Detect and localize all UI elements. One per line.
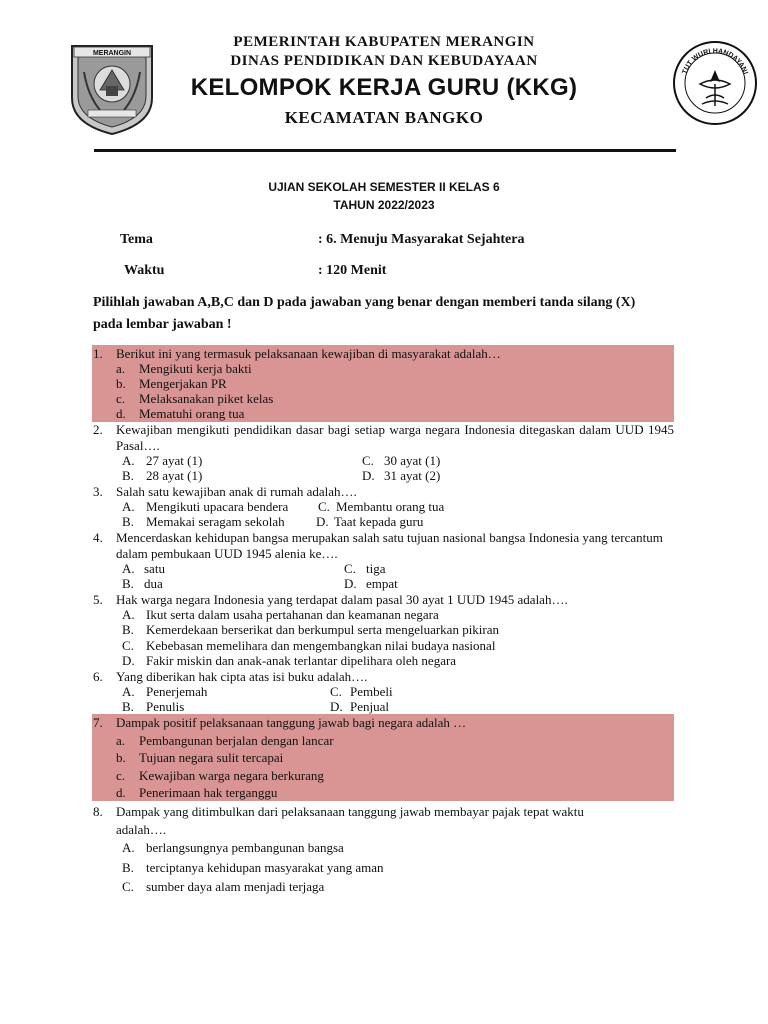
option-letter: B. [122, 514, 134, 529]
meta-waktu [0, 263, 768, 283]
option-letter: D. [122, 653, 135, 668]
option-letter: C. [122, 638, 134, 653]
government-name: PEMERINTAH KABUPATEN MERANGIN [233, 34, 535, 50]
option[interactable] [116, 768, 125, 784]
option-letter: c. [116, 768, 126, 783]
question-text: Kewajiban mengikuti pendidikan dasar bagi setiap warga negara Indonesia ditegaskan dalam UUD 1945 Pasal…. [116, 422, 674, 453]
option-text: Penulis [146, 699, 185, 714]
option-letter: A. [122, 499, 135, 514]
option[interactable] [316, 514, 329, 530]
option[interactable] [122, 468, 134, 484]
option-text: empat [366, 576, 398, 591]
waktu-value: : 120 Menit [318, 263, 387, 278]
option-letter: B. [122, 468, 134, 483]
exam-year: TAHUN 2022/2023 [333, 198, 435, 212]
option-text: 28 ayat (1) [146, 468, 203, 483]
option[interactable] [122, 499, 135, 515]
option-text: Mengerjakan PR [139, 376, 227, 391]
instruction: Pilihlah jawaban A,B,C dan D pada jawaban yang benar dengan memberi tanda silang (X) pada lembar jawaban ! [93, 295, 636, 332]
option-text: Mengikuti kerja bakti [139, 361, 252, 376]
option-letter: c. [116, 391, 126, 406]
option[interactable] [344, 561, 356, 577]
option-letter: C. [362, 453, 374, 468]
tema-value: : 6. Menuju Masyarakat Sejahtera [318, 232, 525, 247]
option[interactable] [116, 785, 126, 801]
tema-label: Tema [120, 232, 153, 247]
option-text: Melaksanakan piket kelas [139, 391, 274, 406]
option-text: Taat kepada guru [334, 514, 424, 529]
option-letter: D. [344, 576, 357, 591]
option-text: tiga [366, 561, 386, 576]
option[interactable] [116, 361, 125, 377]
option-text: Penerimaan hak terganggu [139, 785, 278, 800]
option-letter: a. [116, 361, 126, 376]
option-letter: C. [330, 684, 342, 699]
option-text: 31 ayat (2) [384, 468, 441, 483]
option[interactable] [344, 576, 357, 592]
option[interactable] [116, 376, 126, 392]
option-text: terciptanya kehidupan masyarakat yang aman [146, 860, 384, 875]
option[interactable] [122, 699, 134, 715]
option-text: Membantu orang tua [336, 499, 445, 514]
crest-label: MERANGIN [92, 50, 132, 57]
option-text: Ikut serta dalam usaha pertahanan dan keamanan negara [146, 607, 439, 622]
option-letter: a. [116, 733, 126, 748]
option-text: 27 ayat (1) [146, 453, 203, 468]
option-text: Mengikuti upacara bendera [146, 499, 289, 514]
option-letter: D. [362, 468, 375, 483]
question-number: 4. [93, 530, 103, 545]
option-letter: b. [116, 750, 126, 765]
option[interactable] [362, 453, 374, 469]
option-text: Memakai seragam sekolah [146, 514, 285, 529]
option-text: Penjual [350, 699, 389, 714]
option-text: Pembangunan berjalan dengan lancar [139, 733, 334, 748]
option-text: Tujuan negara sulit tercapai [139, 750, 284, 765]
option-text: satu [144, 561, 165, 576]
option-letter: d. [116, 785, 126, 800]
option-letter: C. [318, 499, 330, 514]
option-letter: B. [122, 860, 134, 875]
option-letter: C. [344, 561, 356, 576]
option-text: berlangsungnya pembangunan bangsa [146, 840, 344, 855]
question-text: Yang diberikan hak cipta atas isi buku adalah…. [116, 669, 368, 684]
question-number: 5. [93, 592, 103, 607]
option-letter: D. [330, 699, 343, 714]
question-number: 6. [93, 669, 103, 684]
option[interactable] [122, 860, 134, 876]
option-text: Penerjemah [146, 684, 208, 699]
letterhead [0, 0, 768, 150]
tut-wuri-handayani-icon [672, 40, 758, 126]
option[interactable] [122, 607, 135, 623]
option-letter: D. [316, 514, 329, 529]
option-letter: A. [122, 453, 135, 468]
option-letter: B. [122, 699, 134, 714]
option-text: 30 ayat (1) [384, 453, 441, 468]
option[interactable] [318, 499, 330, 515]
exam-title: UJIAN SEKOLAH SEMESTER II KELAS 6 [268, 180, 500, 194]
option-letter: A. [122, 840, 135, 855]
question-number: 7. [93, 715, 103, 730]
option-text: sumber daya alam menjadi terjaga [146, 879, 325, 894]
meta-tema [0, 232, 768, 252]
organization-name: KELOMPOK KERJA GURU (KKG) [190, 74, 578, 101]
option-letter: B. [122, 622, 134, 637]
option[interactable] [116, 406, 126, 422]
option[interactable] [330, 699, 343, 715]
option[interactable] [122, 879, 134, 895]
question-number: 8. [93, 804, 103, 819]
waktu-label: Waktu [124, 263, 165, 278]
option[interactable] [122, 561, 135, 577]
option[interactable] [116, 391, 125, 407]
question-text: Mencerdaskan kehidupan bangsa merupakan salah satu tujuan nasional bangsa Indonesia yang tercantum dalam pembukaan UUD 1945 alenia ke…. [116, 530, 663, 561]
option[interactable] [122, 514, 134, 530]
option-text: Kewajiban warga negara berkurang [139, 768, 324, 783]
option[interactable] [122, 638, 134, 654]
option[interactable] [116, 733, 125, 749]
option-letter: d. [116, 406, 126, 421]
option[interactable] [122, 622, 134, 638]
option[interactable] [122, 576, 134, 592]
option-letter: B. [122, 576, 134, 591]
option-text: Pembeli [350, 684, 393, 699]
question-text: Dampak yang ditimbulkan dari pelaksanaan tanggung jawab membayar pajak tepat waktu adalah…. [116, 804, 584, 837]
question-text: Salah satu kewajiban anak di rumah adalah…. [116, 484, 357, 499]
question-number: 2. [93, 422, 103, 437]
question-text: Hak warga negara Indonesia yang terdapat dalam pasal 30 ayat 1 UUD 1945 adalah…. [116, 592, 568, 607]
option[interactable] [122, 684, 135, 700]
option-text: Kemerdekaan berserikat dan berkumpul serta mengeluarkan pikiran [146, 622, 500, 637]
question-text: Dampak positif pelaksanaan tanggung jawab bagi negara adalah … [116, 715, 467, 730]
option[interactable] [122, 840, 135, 856]
option[interactable] [122, 453, 135, 469]
option[interactable] [330, 684, 342, 700]
emblem-label: TUT WURI HANDAYANI [681, 47, 749, 76]
question-text: Berikut ini yang termasuk pelaksanaan kewajiban di masyarakat adalah… [116, 346, 501, 361]
option-text: dua [144, 576, 163, 591]
option-letter: A. [122, 561, 135, 576]
option-letter: C. [122, 879, 134, 894]
department-name: DINAS PENDIDIKAN DAN KEBUDAYAAN [230, 53, 538, 69]
district-name: KECAMATAN BANGKO [284, 108, 484, 127]
option-letter: A. [122, 607, 135, 622]
option[interactable] [362, 468, 375, 484]
option-text: Mematuhi orang tua [139, 406, 245, 421]
header-divider [94, 149, 676, 152]
option-letter: b. [116, 376, 126, 391]
question-number: 1. [93, 346, 103, 361]
option-letter: A. [122, 684, 135, 699]
option[interactable] [116, 750, 126, 766]
option[interactable] [122, 653, 135, 669]
option-text: Kebebasan memelihara dan mengembangkan nilai budaya nasional [146, 638, 496, 653]
option-text: Fakir miskin dan anak-anak terlantar dipelihara oleh negara [146, 653, 457, 668]
question-number: 3. [93, 484, 103, 499]
